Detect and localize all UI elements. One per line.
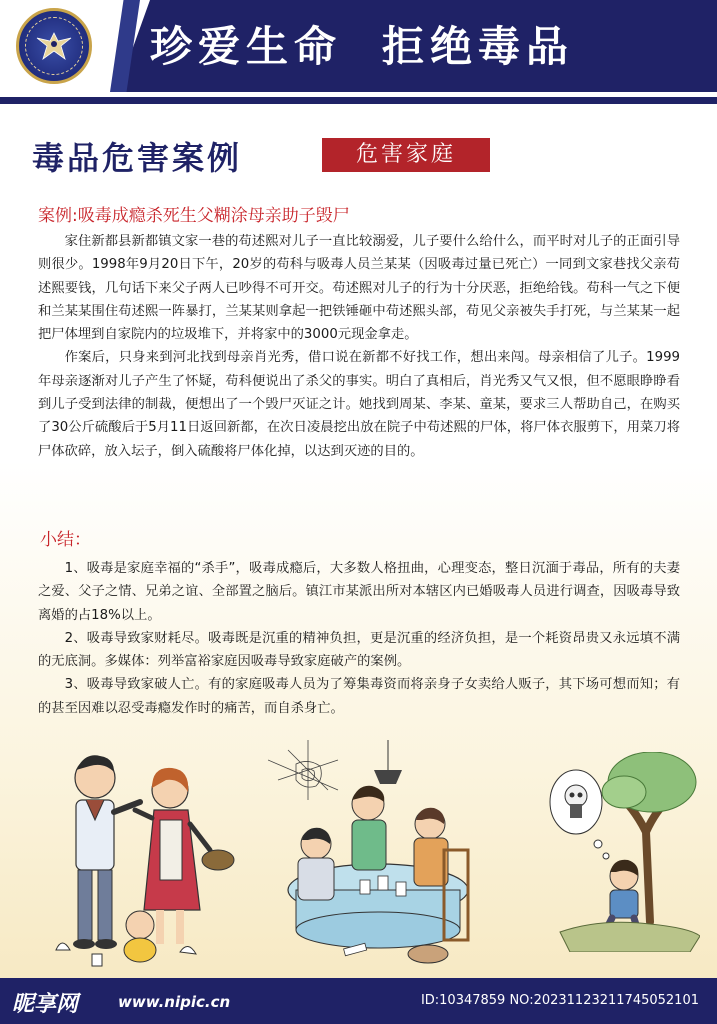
header-banner [0,0,717,92]
case-title: 案例:吸毒成瘾杀死生父糊涂母亲助子毁尸 [38,206,350,226]
footer-id: ID:10347859 NO:20231123211745052101 [420,993,699,1008]
summary-point: 1、吸毒是家庭幸福的“杀手”，吸毒成瘾后，大多数人格扭曲，心理变态，整日沉湎于毒品，所有的夫妻之爱、父子之情、兄弟之谊、全部置之脑后。镇江市某派出所对本辖区内已婚吸毒人员进行调查，因吸毒导致离婚的占18%以上。 [38,561,680,623]
footer-url[interactable]: www.nipic.cn [118,993,231,1011]
footer-logo: 昵享网 [12,992,79,1017]
title-left: 珍爱生命 [150,22,343,71]
summary-title: 小结： [40,530,91,550]
summary-point: 2、吸毒导致家财耗尽。吸毒既是沉重的精神负担，更是沉重的经济负担，是一个耗资昂贵又永远填不满的无底洞。多媒体：列举富裕家庭因吸毒导致家庭破产的案例。 [38,630,680,670]
summary-point: 3、吸毒导致家破人亡。有的家庭吸毒人员为了筹集毒资而将亲身子女卖给人贩子，其下场可想而知；有的甚至因难以忍受毒瘾发作时的痛苦，而自杀身亡。 [38,677,680,716]
family-quarrel-illustration [40,740,240,970]
title-right: 拒绝毒品 [382,22,575,71]
section-tag: 危害家庭 [322,138,490,172]
section-title: 毒品危害案例 [32,139,243,177]
page-title [150,14,574,74]
case-paragraph: 作案后，只身来到河北找到母亲肖光秀，借口说在新都不好找工作，想出来闯。母亲相信了儿子。1999年母亲逐渐对儿子产生了怀疑，苟科便说出了杀父的事实。明白了真相后，肖光秀又气又恨，但不愿眼睁睁看到儿子受到法律的制裁，便想出了一个毁尸灭证之计。她找到周某、李某、童某，要求三人帮助自己，在购买了30公斤硫酸后于5月11日返回新都，在次日凌晨挖出放在院子中苟述熙的尸体，将尸体衣服剪下，用菜刀将尸体砍碎，放入坛子，倒入硫酸将尸体化掉，以达到灭迹的目的。 [38,350,680,459]
police-emblem-icon [16,8,92,84]
header-divider [0,97,717,104]
summary-body [38,557,680,720]
footer-bar [0,978,717,1024]
gambling-table-illustration [268,740,478,970]
eagle-icon [35,29,73,63]
case-body [38,230,680,463]
lonely-boy-illustration [540,752,700,952]
case-paragraph: 家住新都县新都镇文家一巷的苟述熙对儿子一直比较溺爱，儿子要什么给什么，而平时对儿子的正面引导则很少。1998年9月20日下午，20岁的苟科与吸毒人员兰某某（因吸毒过量已死亡）一同到文家巷找父亲苟述熙要钱，几句话下来父子两人已吵得不可开交。苟述熙对儿子的行为十分厌恶，拒绝给钱。苟科一气之下便和兰某某围住苟述熙一阵暴打，兰某某则拿起一把铁锤砸中苟述熙头部，苟见父亲被失手打死，与兰某某一起把尸体埋到自家院内的垃圾堆下，并将家中的3000元现金拿走。 [38,234,680,343]
